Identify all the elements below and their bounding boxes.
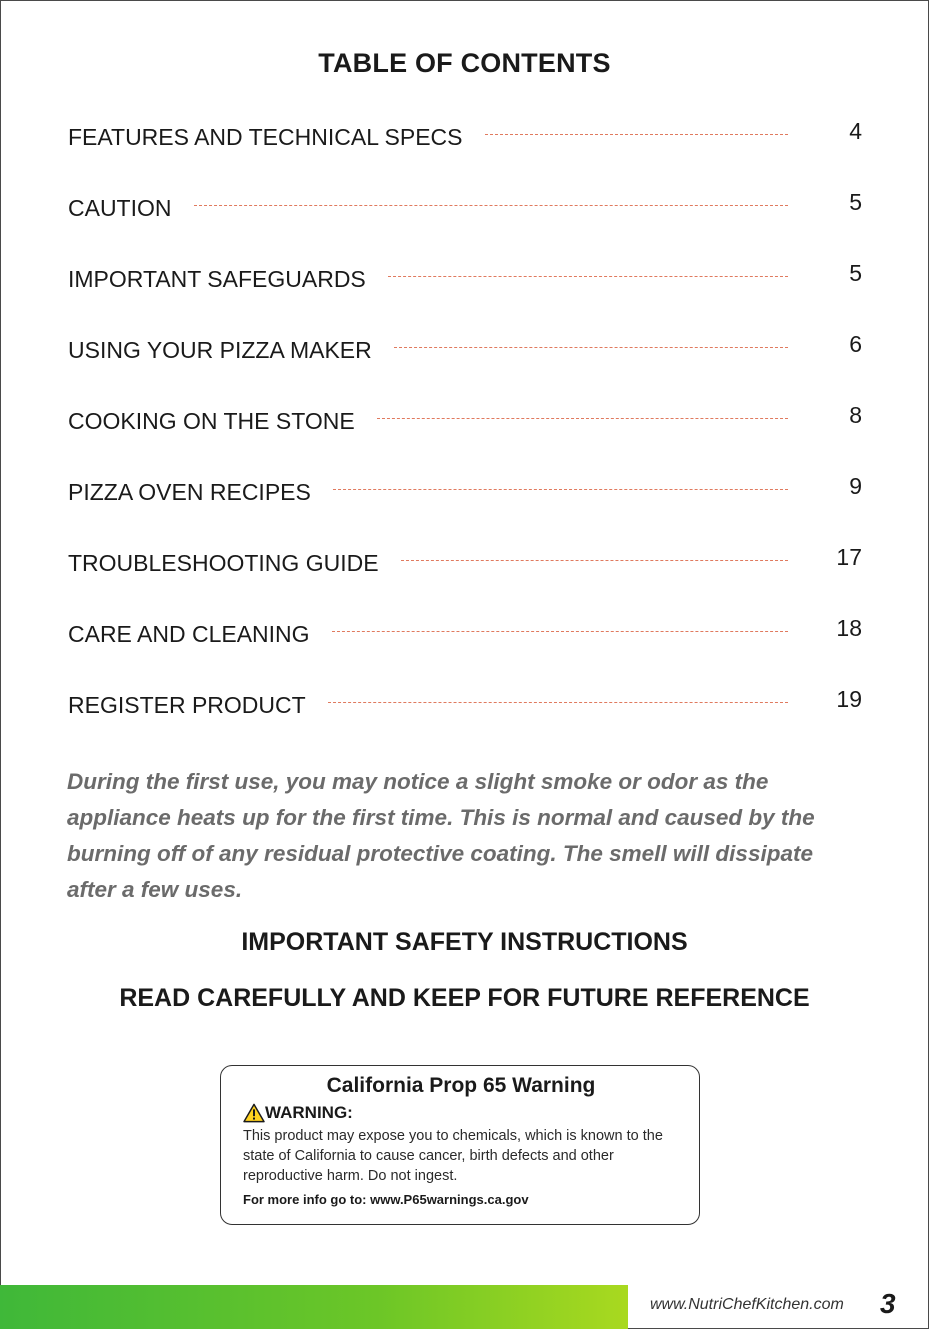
toc-leader-dots xyxy=(485,134,789,135)
toc-row-safeguards[interactable] xyxy=(68,259,862,296)
toc-entry-label: IMPORTANT SAFEGUARDS xyxy=(68,265,366,292)
toc-entry-page: 19 xyxy=(836,685,862,712)
toc-leader-dots xyxy=(328,702,788,703)
toc-leader-dots xyxy=(388,276,788,277)
toc-entry-label: CARE AND CLEANING xyxy=(68,620,310,647)
toc-leader-dots xyxy=(394,347,788,348)
toc-row-using[interactable] xyxy=(68,330,862,367)
prop65-more-info: For more info go to: www.P65warnings.ca.gov xyxy=(243,1192,529,1207)
toc-entry-page: 5 xyxy=(849,188,862,215)
toc-row-care[interactable] xyxy=(68,614,862,651)
toc-row-troubleshooting[interactable] xyxy=(68,543,862,580)
toc-entry-label: PIZZA OVEN RECIPES xyxy=(68,478,311,505)
toc-row-cooking[interactable] xyxy=(68,401,862,438)
safety-heading: IMPORTANT SAFETY INSTRUCTIONS xyxy=(241,928,688,956)
footer-website[interactable]: www.NutriChefKitchen.com xyxy=(650,1296,844,1313)
first-use-notice: During the first use, you may notice a slight smoke or odor as the appliance heats up for the first time. This is normal and caused by the burning off of any residual protective coating. The smell will dissipate after a few uses. xyxy=(67,769,815,902)
toc-leader-dots xyxy=(194,205,789,206)
toc-row-caution[interactable] xyxy=(68,188,862,225)
toc-entry-label: REGISTER PRODUCT xyxy=(68,691,306,718)
safety-subheading: READ CAREFULLY AND KEEP FOR FUTURE REFERENCE xyxy=(119,984,810,1012)
toc-entry-page: 5 xyxy=(849,259,862,286)
toc-entry-label: FEATURES AND TECHNICAL SPECS xyxy=(68,123,463,150)
toc-row-features[interactable] xyxy=(68,117,862,154)
footer-green-bar xyxy=(0,1285,628,1329)
toc-entry-page: 18 xyxy=(836,614,862,641)
warning-line xyxy=(243,1102,679,1124)
toc-row-register[interactable] xyxy=(68,685,862,722)
prop65-title: California Prop 65 Warning xyxy=(326,1074,596,1097)
toc-leader-dots xyxy=(401,560,788,561)
toc-entry-label: CAUTION xyxy=(68,194,172,221)
prop65-warning-box xyxy=(220,1065,700,1225)
toc-entry-label: COOKING ON THE STONE xyxy=(68,407,355,434)
warning-label: WARNING: xyxy=(265,1103,353,1122)
toc-leader-dots xyxy=(332,631,788,632)
toc-entry-page: 9 xyxy=(849,472,862,499)
toc-leader-dots xyxy=(333,489,788,490)
prop65-body: This product may expose you to chemicals, which is known to the state of California to cause cancer, birth defects and other reproductive harm. Do not ingest. xyxy=(243,1128,663,1184)
toc-entry-page: 6 xyxy=(849,330,862,357)
warning-triangle-icon xyxy=(243,1103,265,1123)
toc-entry-page: 4 xyxy=(849,117,862,144)
toc-entry-label: TROUBLESHOOTING GUIDE xyxy=(68,549,379,576)
toc-title: TABLE OF CONTENTS xyxy=(318,48,611,78)
toc-leader-dots xyxy=(377,418,788,419)
footer-page-number: 3 xyxy=(880,1288,896,1319)
toc-row-recipes[interactable] xyxy=(68,472,862,509)
toc-entry-page: 8 xyxy=(849,401,862,428)
toc-entry-label: USING YOUR PIZZA MAKER xyxy=(68,336,372,363)
toc-entry-page: 17 xyxy=(836,543,862,570)
